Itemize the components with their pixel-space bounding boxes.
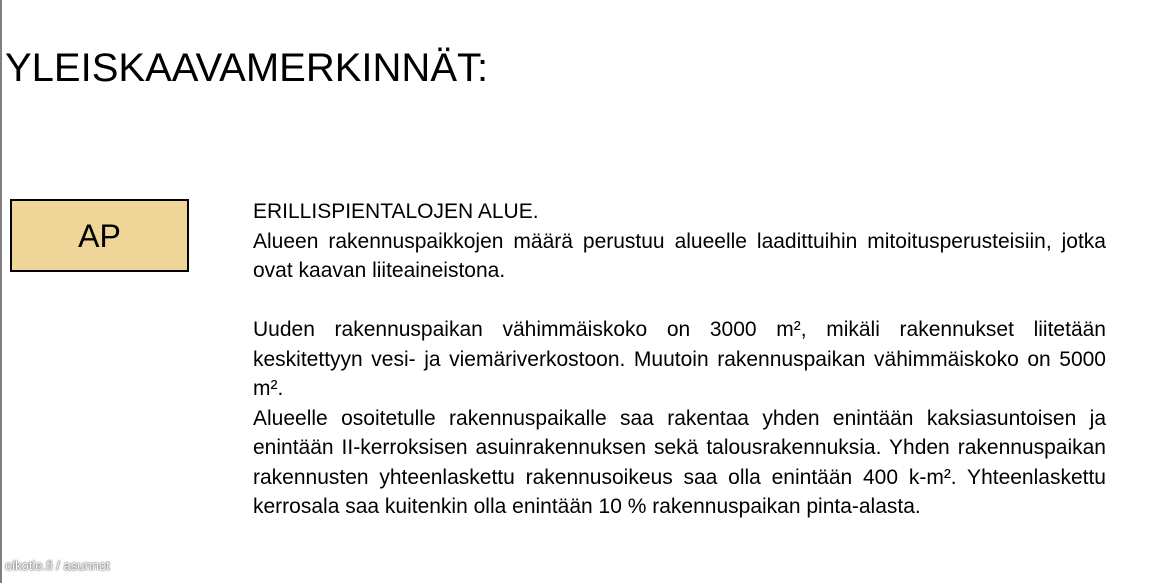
zone-code-label: AP [78, 217, 121, 254]
zone-description [253, 197, 1106, 522]
page-left-border [0, 0, 2, 583]
zone-paragraph-2: Uuden rakennuspaikan vähimmäiskoko on 3000 m², mikäli rakennukset liitetään keskitettyyn vesi- ja viemäriverkostoon. Muutoin rakennuspaikan vähimmäiskoko on 5000 m². [253, 318, 1106, 400]
zone-paragraph-3: Alueelle osoitetulle rakennuspaikalle saa rakentaa yhden enintään kaksiasuntoisen ja enintään II-kerroksisen asuinrakennuksen sekä talousrakennuksia. Yhden rakennuspaikan rakennusten yhteenlaskettu rakennusoikeus saa olla enintään 400 k-m². Yhteenlaskettu kerrosala saa kuitenkin olla enintään 10 % rakennuspaikan pinta-alasta. [253, 406, 1106, 518]
zone-paragraph-1: Alueen rakennuspaikkojen määrä perustuu alueelle laadittuihin mitoitusperusteisiin, jotka ovat kaavan liiteaineistona. [253, 229, 1106, 282]
zone-code-box [10, 199, 189, 272]
watermark: oikotie.fi / asunnot [5, 558, 110, 573]
page-heading: YLEISKAAVAMERKINNÄT: [5, 46, 489, 90]
zone-title: ERILLISPIENTALOJEN ALUE. [253, 200, 539, 223]
